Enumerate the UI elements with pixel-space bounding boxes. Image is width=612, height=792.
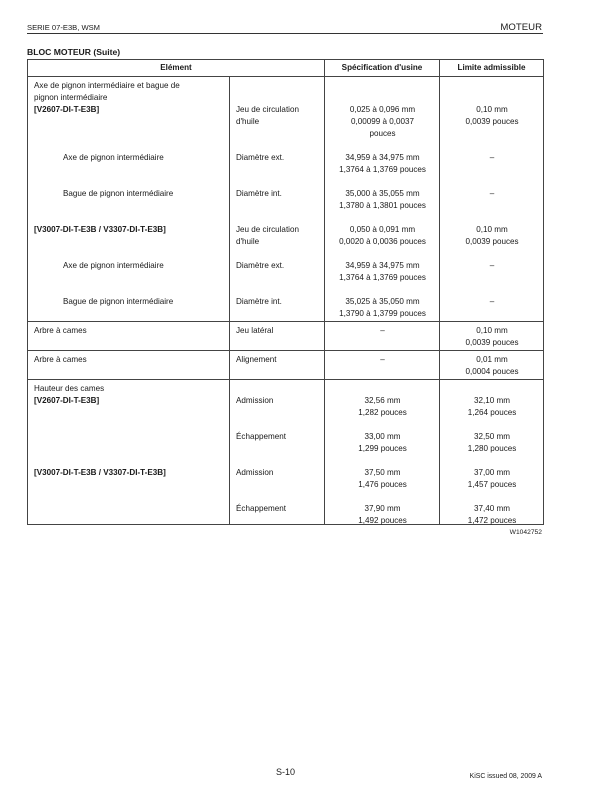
element-text <box>34 325 230 337</box>
allowable-limit-text <box>440 296 544 308</box>
element-text <box>34 467 230 479</box>
allowable-limit-text <box>440 354 544 378</box>
cell-line: Axe de pignon intermédiaire <box>63 261 164 270</box>
cell-line: 0,0039 pouces <box>465 116 519 126</box>
element-text <box>34 80 230 104</box>
element-text <box>34 383 230 395</box>
cell-line: 0,0039 pouces <box>465 236 519 246</box>
cell-line: Échappement <box>236 432 286 441</box>
factory-spec-text <box>325 395 440 419</box>
cell-line: – <box>380 355 385 364</box>
cell-line: d'huile <box>236 236 260 246</box>
allowable-limit-cell <box>440 351 544 380</box>
cell-line: 1,492 pouces <box>358 515 407 525</box>
allowable-limit-text <box>440 152 544 164</box>
factory-spec-text <box>325 104 440 139</box>
factory-spec-text <box>325 467 440 491</box>
cell-line: 32,50 mm <box>474 432 510 441</box>
cell-line: [V2607-DI-T-E3B] <box>34 105 100 114</box>
table-header-row <box>28 60 544 77</box>
allowable-limit-text <box>440 467 544 491</box>
parameter-cell <box>230 351 325 380</box>
cell-line: 1,3790 à 1,3799 pouces <box>339 308 426 318</box>
cell-line: Axe de pignon intermédiaire et bague de <box>34 81 180 90</box>
table-row <box>28 77 544 322</box>
cell-line: 1,3764 à 1,3769 pouces <box>339 272 426 282</box>
cell-line: – <box>489 153 495 162</box>
allowable-limit-text <box>440 224 544 248</box>
parameter-text <box>236 325 324 337</box>
element-cell <box>28 77 230 322</box>
allowable-limit-text <box>440 431 544 455</box>
factory-spec-text <box>325 431 440 455</box>
factory-spec-text <box>325 296 440 320</box>
parameter-text <box>236 188 324 200</box>
allowable-limit-text <box>440 104 544 128</box>
parameter-text <box>236 503 324 515</box>
cell-line: Admission <box>236 468 274 477</box>
element-text <box>34 354 230 366</box>
parameter-text <box>236 224 324 248</box>
cell-line: Jeu de circulation <box>236 225 299 234</box>
factory-spec-cell <box>325 351 440 380</box>
cell-line: 1,3780 à 1,3801 pouces <box>339 200 426 210</box>
cell-line: pouces <box>369 128 396 138</box>
table-row <box>28 351 544 380</box>
cell-line: 1,282 pouces <box>358 407 407 417</box>
cell-line: – <box>489 261 495 270</box>
cell-line: 37,40 mm <box>474 504 510 513</box>
factory-spec-text <box>325 260 440 284</box>
header-series: SERIE 07-E3B, WSM <box>27 23 101 32</box>
cell-line: 1,3764 à 1,3769 pouces <box>339 164 426 174</box>
element-text <box>34 224 230 236</box>
factory-spec-cell <box>325 380 440 525</box>
header-section: MOTEUR <box>500 22 542 33</box>
allowable-limit-cell <box>440 322 544 351</box>
factory-spec-text <box>325 152 440 176</box>
cell-line: 0,01 mm <box>476 355 508 364</box>
cell-line: Alignement <box>236 355 277 364</box>
cell-line: Axe de pignon intermédiaire <box>63 153 164 162</box>
factory-spec-cell <box>325 77 440 322</box>
cell-line: 32,10 mm <box>474 396 510 405</box>
cell-line: 1,457 pouces <box>467 479 517 489</box>
table-row <box>28 322 544 351</box>
factory-spec-text <box>325 188 440 212</box>
cell-line: 0,025 à 0,096 mm <box>349 105 416 114</box>
parameter-text <box>236 296 324 308</box>
column-header-spec: Spécification d'usine <box>325 60 440 77</box>
cell-line: 34,959 à 34,975 mm <box>345 153 420 162</box>
table-row <box>28 380 544 525</box>
cell-line: [V3007-DI-T-E3B / V3307-DI-T-E3B] <box>34 225 166 234</box>
cell-line: Admission <box>236 396 274 405</box>
parameter-text <box>236 467 324 479</box>
cell-line: 1,299 pouces <box>358 443 407 453</box>
issue-info: KiSC issued 08, 2009 A <box>469 773 542 780</box>
cell-line: – <box>489 189 495 198</box>
cell-line: – <box>380 326 385 335</box>
cell-line: – <box>489 297 495 306</box>
cell-line: 0,0020 à 0,0036 pouces <box>339 236 426 246</box>
cell-line: 32,56 mm <box>364 396 401 405</box>
cell-line: 34,959 à 34,975 mm <box>345 261 420 270</box>
cell-line: 0,10 mm <box>476 105 508 114</box>
allowable-limit-text <box>440 325 544 349</box>
factory-spec-text <box>325 224 440 248</box>
cell-line: Bague de pignon intermédiaire <box>63 189 174 198</box>
allowable-limit-text <box>440 260 544 272</box>
element-cell <box>28 380 230 525</box>
cell-line: 35,000 à 35,055 mm <box>345 189 420 198</box>
factory-spec-cell <box>325 322 440 351</box>
cell-line: Diamètre int. <box>236 297 282 306</box>
spec-table <box>27 59 544 525</box>
parameter-cell <box>230 380 325 525</box>
cell-line: 37,90 mm <box>364 504 401 513</box>
allowable-limit-text <box>440 188 544 200</box>
cell-line: [V2607-DI-T-E3B] <box>34 396 100 405</box>
cell-line: 0,10 mm <box>476 225 508 234</box>
parameter-text <box>236 104 324 128</box>
column-header-limit: Limite admissible <box>440 60 544 77</box>
cell-line: 37,50 mm <box>364 468 401 477</box>
cell-line: Arbre à cames <box>34 355 87 364</box>
column-header-element: Elément <box>28 60 325 77</box>
cell-line: 1,476 pouces <box>358 479 407 489</box>
cell-line: 0,00099 à 0,0037 <box>350 116 414 126</box>
cell-line: 0,050 à 0,091 mm <box>349 225 416 234</box>
allowable-limit-text <box>440 395 544 419</box>
allowable-limit-text <box>440 503 544 527</box>
cell-line: Jeu de circulation <box>236 105 299 114</box>
cell-line: 1,280 pouces <box>467 443 517 453</box>
element-cell <box>28 351 230 380</box>
cell-line: pignon intermédiaire <box>34 92 108 102</box>
cell-line: Diamètre int. <box>236 189 282 198</box>
cell-line: 0,0039 pouces <box>465 337 519 347</box>
element-text <box>34 104 230 116</box>
cell-line: Bague de pignon intermédiaire <box>63 297 174 306</box>
cell-line: Jeu latéral <box>236 326 274 335</box>
section-title: BLOC MOTEUR (Suite) <box>27 47 121 57</box>
cell-line: Échappement <box>236 504 286 513</box>
cell-line: 37,00 mm <box>474 468 510 477</box>
factory-spec-text <box>325 354 440 366</box>
cell-line: 35,025 à 35,050 mm <box>345 297 420 306</box>
cell-line: 33,00 mm <box>364 432 401 441</box>
cell-line: [V3007-DI-T-E3B / V3307-DI-T-E3B] <box>34 468 166 477</box>
cell-line: d'huile <box>236 116 260 126</box>
parameter-text <box>236 395 324 407</box>
cell-line: 0,10 mm <box>476 326 508 335</box>
parameter-text <box>236 152 324 164</box>
allowable-limit-cell <box>440 77 544 322</box>
page-number: S-10 <box>276 767 296 777</box>
parameter-text <box>236 354 324 366</box>
parameter-text <box>236 431 324 443</box>
cell-line: 0,0004 pouces <box>465 366 519 376</box>
cell-line: 1,264 pouces <box>467 407 517 417</box>
parameter-cell <box>230 322 325 351</box>
cell-line: Diamètre ext. <box>236 153 285 162</box>
document-code: W1042752 <box>509 529 542 536</box>
cell-line: Arbre à cames <box>34 326 87 335</box>
parameter-cell <box>230 77 325 322</box>
header-rule <box>27 33 543 34</box>
factory-spec-text <box>325 503 440 527</box>
element-cell <box>28 322 230 351</box>
parameter-text <box>236 260 324 272</box>
element-text <box>34 395 230 407</box>
allowable-limit-cell <box>440 380 544 525</box>
factory-spec-text <box>325 325 440 337</box>
cell-line: Diamètre ext. <box>236 261 285 270</box>
cell-line: Hauteur des cames <box>34 384 105 393</box>
cell-line: 1,472 pouces <box>467 515 517 525</box>
